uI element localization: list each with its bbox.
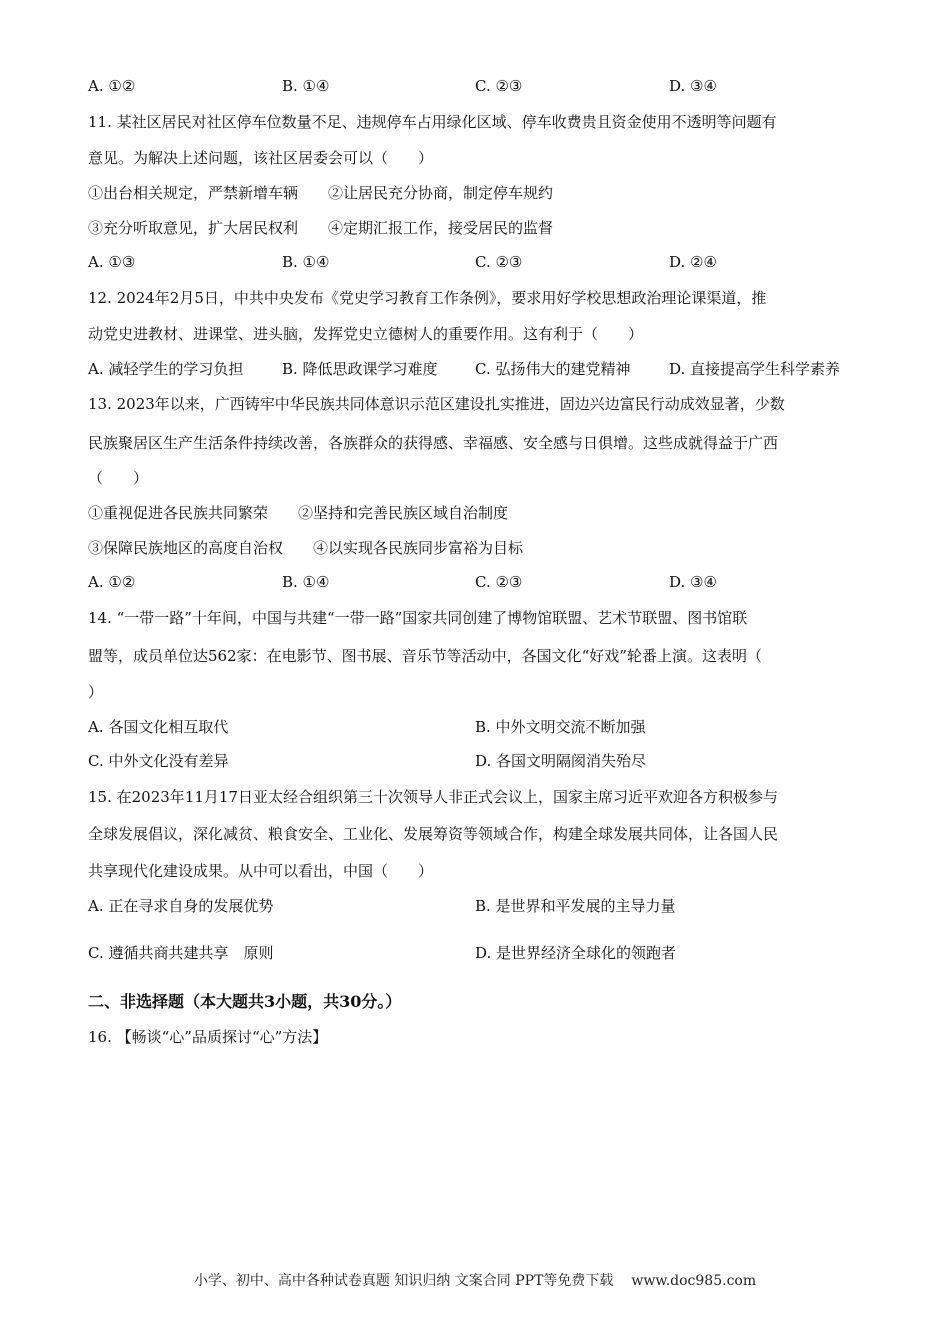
q13-choices-2: ③保障民族地区的高度自治权 ④以实现各民族同步富裕为目标 <box>88 539 524 557</box>
q13-option-b: B. ①④ <box>282 573 330 591</box>
q16-title: 16. 【畅谈“心”品质探讨“心”方法】 <box>88 1028 328 1046</box>
q15-stem-line2: 全球发展倡议，深化减贫、粮食安全、工业化、发展筹资等领域合作，构建全球发展共同体，让各国人民 <box>88 825 779 843</box>
q10-option-b: B. ①④ <box>282 77 330 95</box>
q15-stem-line1: 15. 在2023年11月17日亚太经合组织第三十次领导人非正式会议上，国家主席习近平欢迎各方积极参与 <box>88 788 778 806</box>
q14-option-b: B. 中外文明交流不断加强 <box>475 718 646 736</box>
q13-stem-line3: （ ） <box>88 469 149 487</box>
q11-choices-2: ③充分听取意见，扩大居民权利 ④定期汇报工作，接受居民的监督 <box>88 219 554 237</box>
q14-option-a: A. 各国文化相互取代 <box>88 718 229 736</box>
q13-choices-1: ①重视促进各民族共同繁荣 ②坚持和完善民族区域自治制度 <box>88 504 509 522</box>
q13-option-c: C. ②③ <box>475 573 523 591</box>
q15-option-c: C. 遵循共商共建共享 原则 <box>88 944 274 962</box>
q11-stem-line2: 意见。为解决上述问题，该社区居委会可以（ ） <box>88 149 434 167</box>
q11-option-a: A. ①③ <box>88 253 136 271</box>
q14-option-d: D. 各国文明隔阂消失殆尽 <box>475 752 647 770</box>
q13-option-a: A. ①② <box>88 573 136 591</box>
q14-option-c: C. 中外文化没有差异 <box>88 752 229 770</box>
q15-option-d: D. 是世界经济全球化的领跑者 <box>475 944 677 962</box>
q15-option-b: B. 是世界和平发展的主导力量 <box>475 897 676 915</box>
q11-stem-line1: 11. 某社区居民对社区停车位数量不足、违规停车占用绿化区域、停车收费贵且资金使用不透明等问题有 <box>88 113 777 131</box>
q12-option-a: A. 减轻学生的学习负担 <box>88 360 244 378</box>
q12-stem-line1: 12. 2024年2月5日，中共中央发布《党史学习教育工作条例》，要求用好学校思想政治理论课渠道，推 <box>88 289 767 307</box>
q12-option-d: D. 直接提高学生科学素养 <box>669 360 841 378</box>
q15-stem-line3: 共享现代化建设成果。从中可以看出，中国（ ） <box>88 862 434 880</box>
footer-url[interactable]: www.doc985.com <box>631 1273 757 1289</box>
q13-stem-line2: 民族聚居区生产生活条件持续改善，各族群众的获得感、幸福感、安全感与日俱增。这些成就得益于广西 <box>88 434 779 452</box>
section-heading: 二、非选择题（本大题共3小题，共30分。） <box>88 992 402 1011</box>
q10-option-a: A. ①② <box>88 77 136 95</box>
q14-stem-line1: 14. “一带一路”十年间，中国与共建“一带一路”国家共同创建了博物馆联盟、艺术节联盟、图书馆联 <box>88 609 748 627</box>
page-footer <box>0 1270 950 1290</box>
q13-option-d: D. ③④ <box>669 573 717 591</box>
q10-option-c: C. ②③ <box>475 77 523 95</box>
q12-option-c: C. 弘扬伟大的建党精神 <box>475 360 631 378</box>
q14-stem-line3: ） <box>88 683 104 701</box>
q12-option-b: B. 降低思政课学习难度 <box>282 360 438 378</box>
q11-option-b: B. ①④ <box>282 253 330 271</box>
q12-stem-line2: 动党史进教材、进课堂、进头脑，发挥党史立德树人的重要作用。这有利于（ ） <box>88 325 644 343</box>
q11-choices-1: ①出台相关规定，严禁新增车辆 ②让居民充分协商，制定停车规约 <box>88 184 554 202</box>
q15-option-a: A. 正在寻求自身的发展优势 <box>88 897 274 915</box>
q11-option-d: D. ②④ <box>669 253 717 271</box>
q10-option-d: D. ③④ <box>669 77 717 95</box>
footer-text: 小学、初中、高中各种试卷真题 知识归纳 文案合同 PPT等免费下载 <box>193 1273 614 1289</box>
q13-stem-line1: 13. 2023年以来，广西铸牢中华民族共同体意识示范区建设扎实推进，固边兴边富民行动成效显著，少数 <box>88 395 785 413</box>
q14-stem-line2: 盟等，成员单位达562家：在电影节、图书展、音乐节等活动中，各国文化“好戏”轮番上演。这表明（ <box>88 647 762 665</box>
q11-option-c: C. ②③ <box>475 253 523 271</box>
